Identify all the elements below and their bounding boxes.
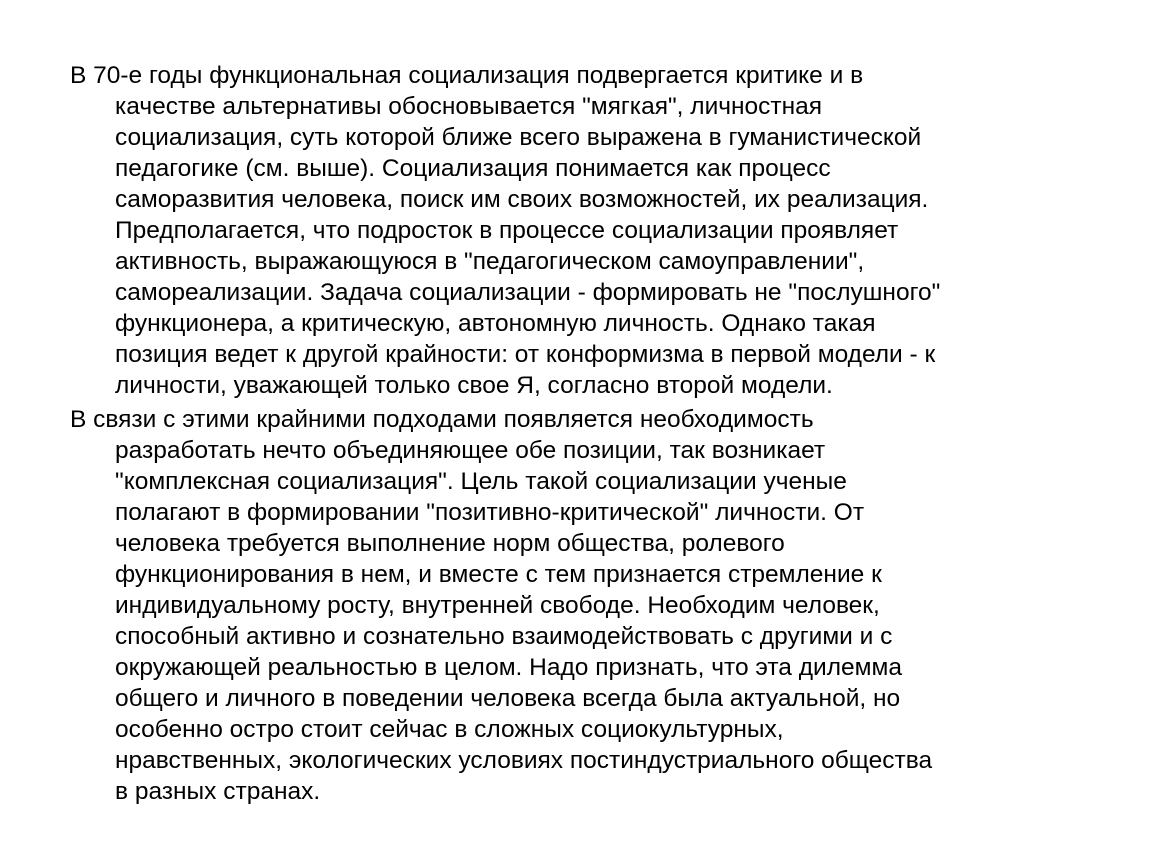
text-line: саморазвития человека, поиск им своих возможностей, их реализация. (115, 186, 929, 213)
text-line: способный активно и сознательно взаимодействовать с другими и с (115, 623, 893, 650)
text-line: В связи с этими крайними подходами появляется необходимость (70, 406, 814, 433)
text-line: активность, выражающуюся в "педагогическом самоуправлении", (115, 248, 865, 275)
text-line: окружающей реальностью в целом. Надо признать, что эта дилемма (115, 654, 902, 681)
text-line: полагают в формировании "позитивно-критической" личности. От (115, 499, 865, 526)
text-line: самореализации. Задача социализации - формировать не "послушного" (115, 279, 941, 306)
text-line: в разных странах. (115, 778, 321, 805)
text-line: человека требуется выполнение норм общества, ролевого (115, 530, 785, 557)
text-line: разработать нечто объединяющее обе позиции, так возникает (115, 437, 826, 464)
body-text (70, 60, 1080, 807)
text-line: педагогике (см. выше). Социализация понимается как процесс (115, 155, 831, 182)
text-line: "комплексная социализация". Цель такой социализации ученые (115, 468, 847, 495)
text-line: социализация, суть которой ближе всего выражена в гуманистической (115, 124, 922, 151)
text-line: Предполагается, что подросток в процессе социализации проявляет (115, 217, 899, 244)
text-line: позиция ведет к другой крайности: от конформизма в первой модели - к (115, 341, 936, 368)
text-line: функционера, а критическую, автономную личность. Однако такая (115, 310, 876, 337)
text-line: индивидуальному росту, внутренней свободе. Необходим человек, (115, 592, 880, 619)
text-line: особенно остро стоит сейчас в сложных социокультурных, (115, 716, 784, 743)
text-line: нравственных, экологических условиях постиндустриального общества (115, 747, 933, 774)
text-line: личности, уважающей только свое Я, согласно второй модели. (115, 372, 833, 399)
text-line: общего и личного в поведении человека всегда была актуальной, но (115, 685, 901, 712)
text-line: качестве альтернативы обосновывается "мягкая", личностная (115, 93, 823, 120)
paragraph-1 (70, 60, 1080, 401)
text-line: функционирования в нем, и вместе с тем признается стремление к (115, 561, 882, 588)
paragraph-2 (70, 404, 1080, 807)
text-line: В 70-е годы функциональная социализация подвергается критике и в (70, 62, 864, 89)
